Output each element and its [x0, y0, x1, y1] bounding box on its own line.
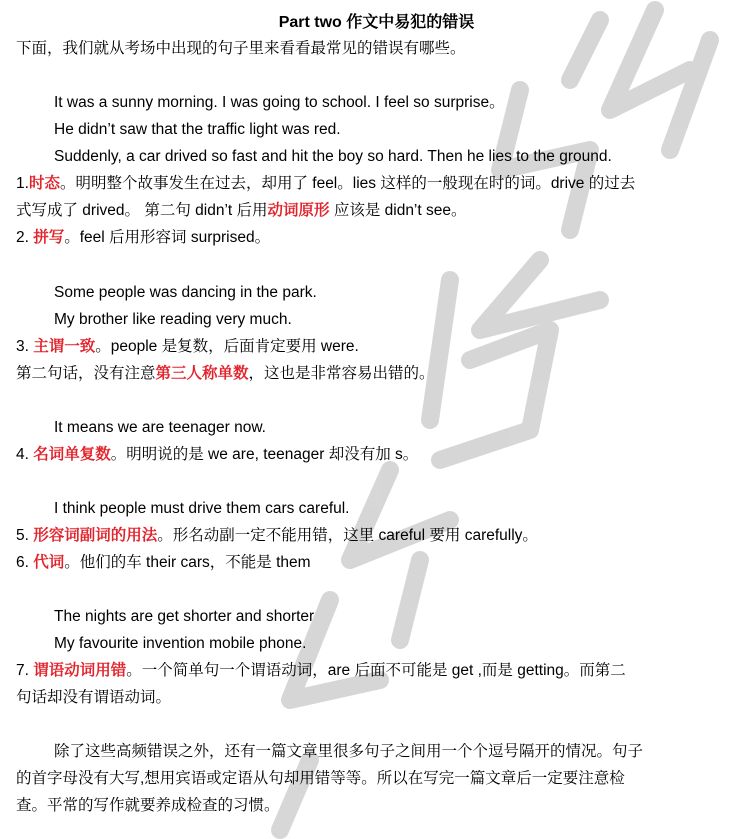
item-number: 7. — [16, 662, 34, 679]
item-text: 。形名动副一定不能用错，这里 careful 要用 carefully。 — [157, 527, 538, 544]
error-label: 时态 — [28, 175, 60, 192]
error-label: 形容词副词的用法 — [33, 527, 158, 544]
error-item-3-cont — [16, 363, 745, 385]
error-label: 拼写 — [33, 229, 65, 246]
item-text: 。明明说的是 we are, teenager 却没有加 s。 — [110, 446, 419, 463]
intro-text: 下面，我们就从考场中出现的句子里来看看最常见的错误有哪些。 — [16, 40, 466, 57]
item-text: ，这也是非常容易出错的。 — [248, 365, 435, 382]
example-sentence: I think people must drive them cars careful. — [54, 500, 350, 517]
example-sentence: Some people was dancing in the park. — [54, 284, 317, 301]
item-text: 。一个简单句一个谓语动词，are 后面不可能是 get ,而是 getting。而第二 — [126, 662, 626, 679]
item-text: 。feel 后用形容词 surprised。 — [64, 229, 271, 246]
item-number: 6. — [16, 554, 34, 571]
summary-line: 查。平常的写作就要养成检查的习惯。 — [16, 797, 280, 814]
error-label: 第三人称单数 — [155, 365, 249, 382]
error-label: 主谓一致 — [33, 338, 96, 355]
error-item-4 — [16, 444, 745, 466]
item-text: 应该是 didn’t see。 — [329, 202, 467, 219]
summary-line: 除了这些高频错误之外，还有一篇文章里很多句子之间用一个个逗号隔开的情况。句子 — [54, 743, 644, 760]
error-item-3 — [16, 336, 745, 358]
error-item-1-cont — [16, 200, 745, 222]
error-item-5 — [16, 525, 745, 547]
error-label: 代词 — [33, 554, 65, 571]
item-number: 5. — [16, 527, 34, 544]
error-label: 名词单复数 — [33, 446, 111, 463]
error-item-2 — [16, 227, 745, 249]
item-number: 3. — [16, 338, 34, 355]
item-number: 2. — [16, 229, 34, 246]
error-item-7-cont: 句话却没有谓语动词。 — [16, 689, 172, 706]
example-sentence: Suddenly, a car drived so fast and hit the boy so hard. Then he lies to the ground. — [54, 148, 612, 165]
item-text: 式写成了 drived。 第二句 didn’t 后用 — [16, 202, 268, 219]
example-sentence: It was a sunny morning. I was going to school. I feel so surprise。 — [54, 94, 505, 111]
error-item-6 — [16, 552, 745, 574]
item-number: 1. — [16, 175, 29, 192]
item-text: 。明明整个故事发生在过去，却用了 feel。lies 这样的一般现在时的词。drive 的过去 — [59, 175, 636, 192]
example-sentence: He didn’t saw that the traffic light was red. — [54, 121, 341, 138]
doc-title: Part two 作文中易犯的错误 — [278, 14, 475, 31]
error-item-1 — [16, 173, 745, 195]
example-sentence: The nights are get shorter and shorter — [54, 608, 315, 625]
item-text: 。他们的车 their cars，不能是 them — [64, 554, 311, 571]
item-number: 4. — [16, 446, 34, 463]
error-item-7 — [16, 660, 745, 682]
example-sentence: My brother like reading very much. — [54, 311, 292, 328]
item-text: 第二句话，没有注意 — [16, 365, 156, 382]
error-label: 谓语动词用错 — [33, 662, 127, 679]
example-sentence: It means we are teenager now. — [54, 419, 266, 436]
error-label: 动词原形 — [267, 202, 330, 219]
item-text: 。people 是复数，后面肯定要用 were. — [95, 338, 359, 355]
summary-line: 的首字母没有大写,想用宾语或定语从句却用错等等。所以在写完一篇文章后一定要注意检 — [16, 770, 625, 787]
example-sentence: My favourite invention mobile phone. — [54, 635, 307, 652]
